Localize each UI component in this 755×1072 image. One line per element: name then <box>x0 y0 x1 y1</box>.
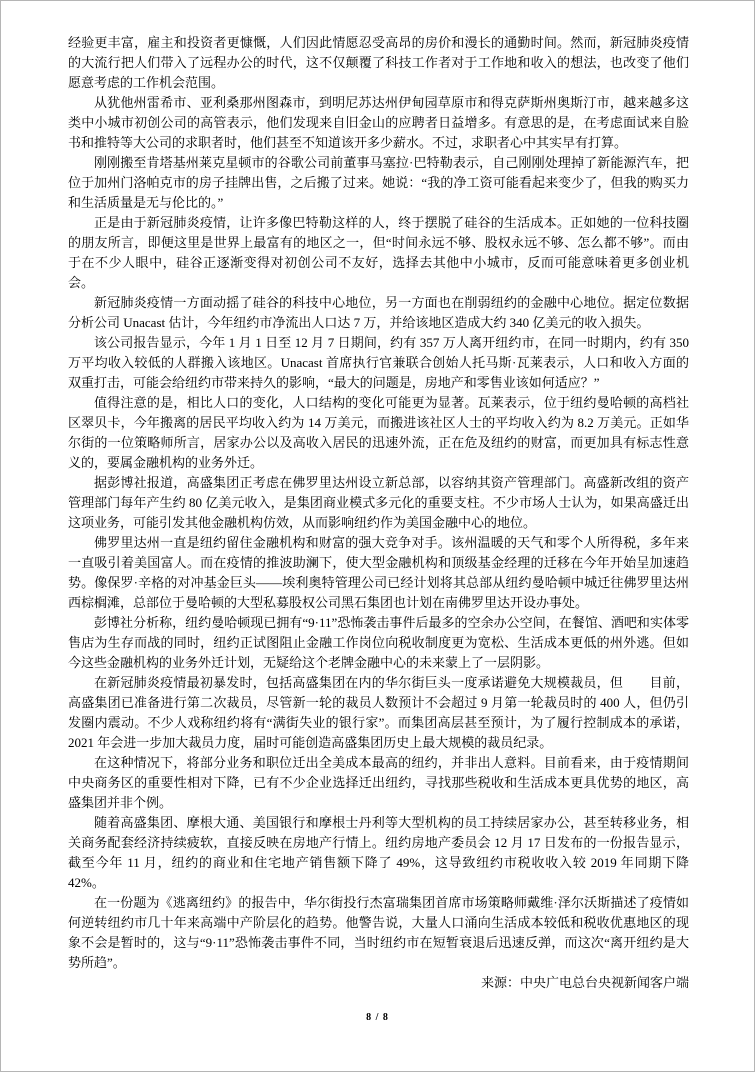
page-number: 8 / 8 <box>366 1012 389 1023</box>
paragraph: 据彭博社报道，高盛集团正考虑在佛罗里达州设立新总部，以容纳其资产管理部门。高盛新改组的资产管理部门每年产生约 80 亿美元收入，是集团商业模式多元化的重要支柱。不少市场人士认为，如果高盛迁出这项业务，可能引发其他金融机构仿效，从而影响纽约作为美国金融中心的地位。 <box>68 475 689 530</box>
paragraph: 在这种情况下，将部分业务和职位迁出全美成本最高的纽约，并非出人意料。目前看来，由于疫情期间中央商务区的重要性相对下降，已有不少企业选择迁出纽约，寻找那些税收和生活成本更具优势的地区，高盛集团并非个例。 <box>68 755 689 810</box>
paragraph: 彭博社分析称，纽约曼哈顿现已拥有“9·11”恐怖袭击事件后最多的空余办公空间，在餐馆、酒吧和实体零售店为生存而战的同时，纽约正试图阻止金融工作岗位向税收制度更为宽松、生活成本更低的州外逃。但如今这些金融机构的业务外迁计划，无疑给这个老牌金融中心的未来蒙上了一层阴影。 <box>68 615 689 670</box>
paragraph: 从犹他州雷希市、亚利桑那州图森市，到明尼苏达州伊甸园草原市和得克萨斯州奥斯汀市，越来越多这类中小城市初创公司的高管表示，他们发现来自旧金山的应聘者日益增多。有意思的是，在考虑面试来自脸书和推特等大公司的求职者时，他们甚至不知道该开多少薪水。不过，求职者心中其实早有打算。 <box>68 95 689 150</box>
paragraph: 值得注意的是，相比人口的变化，人口结构的变化可能更为显著。瓦莱表示，位于纽约曼哈顿的高档社区翠贝卡，今年搬离的居民平均收入约为 14 万美元，而搬进该社区人士的平均收入约为 8.2 万美元。正如华尔街的一位策略师所言，居家办公以及高收入居民的迅速外流，正在危及纽约的财富，而更加具有标志性意义的，要属金融机构的业务外迁。 <box>68 395 689 470</box>
paragraph: 该公司报告显示，今年 1 月 1 日至 12 月 7 日期间，约有 357 万人离开纽约市，在同一时期内，约有 350 万平均收入较低的人群搬入该地区。Unacast 首席执行官兼联合创始人托马斯·瓦莱表示，人口和收入方面的双重打击，可能会给纽约市带来持久的影响，“最大的问题是，房地产和零售业该如何适应？” <box>68 335 689 390</box>
paragraph: 正是由于新冠肺炎疫情，让许多像巴特勒这样的人，终于摆脱了硅谷的生活成本。正如她的一位科技圈的朋友所言，即便这里是世界上最富有的地区之一，但“时间永远不够、股权永远不够、怎么都不够”。而由于在不少人眼中，硅谷正逐渐变得对初创公司不友好，选择去其他中小城市，反而可能意味着更多创业机会。 <box>68 215 689 290</box>
paragraph: 新冠肺炎疫情一方面动摇了硅谷的科技中心地位，另一方面也在削弱纽约的金融中心地位。据定位数据分析公司 Unacast 估计，今年纽约市净流出人口达 7 万，并给该地区造成大约 340 亿美元的收入损失。 <box>68 295 689 330</box>
article-body <box>68 33 689 993</box>
paragraph: 佛罗里达州一直是纽约留住金融机构和财富的强大竞争对手。该州温暖的天气和零个人所得税，多年来一直吸引着美国富人。而在疫情的推波助澜下，使大型金融机构和顶级基金经理的迁移在今年开始呈加速趋势。像保罗·辛格的对冲基金巨头——埃利奥特管理公司已经计划将其总部从纽约曼哈顿中城迁往佛罗里达州西棕榈滩，总部位于曼哈顿的大型私募股权公司黑石集团也计划在南佛罗里达开设办事处。 <box>68 535 689 610</box>
paragraph: 经验更丰富，雇主和投资者更慷慨，人们因此情愿忍受高昂的房价和漫长的通勤时间。然而，新冠肺炎疫情的大流行把人们带入了远程办公的时代，这不仅颠覆了科技工作者对于工作地和收入的想法，也改变了他们愿意考虑的工作机会范围。 <box>68 35 689 90</box>
paragraph: 在一份题为《逃离纽约》的报告中，华尔街投行杰富瑞集团首席市场策略师戴维·泽尔沃斯描述了疫情如何逆转纽约市几十年来高端中产阶层化的趋势。他警告说，大量人口涌向生活成本较低和税收优惠地区的现象不会是暂时的，这与“9·11”恐怖袭击事件不同，当时纽约市在短暂衰退后迅速反弹，而这次“离开纽约是大势所趋”。 <box>68 895 689 970</box>
source-line: 来源：中央广电总台央视新闻客户端 <box>480 975 689 990</box>
paragraph: 刚刚搬至肯塔基州莱克星顿市的谷歌公司前董事马塞拉·巴特勒表示，自己刚刚处理掉了新能源汽车，把位于加州门洛帕克市的房子挂牌出售，之后搬了过来。她说：“我的净工资可能看起来变少了，但我的购买力和生活质量是无与伦比的。” <box>68 155 689 210</box>
paragraph: 在新冠肺炎疫情最初暴发时，包括高盛集团在内的华尔街巨头一度承诺避免大规模裁员，但 目前，高盛集团已准备进行第二次裁员，尽管新一轮的裁员人数预计不会超过 9 月第一轮裁员时的 400 人，但仍引发圈内震动。不少人戏称纽约将有“满街失业的银行家”。而集团高层甚至预计，为了履行控制成本的承诺，2021 年会进一步加大裁员力度，届时可能创造高盛集团历史上最大规模的裁员纪录。 <box>68 675 689 750</box>
paragraph: 随着高盛集团、摩根大通、美国银行和摩根士丹利等大型机构的员工持续居家办公，甚至转移业务，相关商务配套经济持续疲软，直接反映在房地产行情上。纽约房地产委员会 12 月 17 日发布的一份报告显示，截至今年 11 月，纽约的商业和住宅地产销售额下降了 49%，这导致纽约市税收收入较 2019 年同期下降 42%。 <box>68 815 689 890</box>
